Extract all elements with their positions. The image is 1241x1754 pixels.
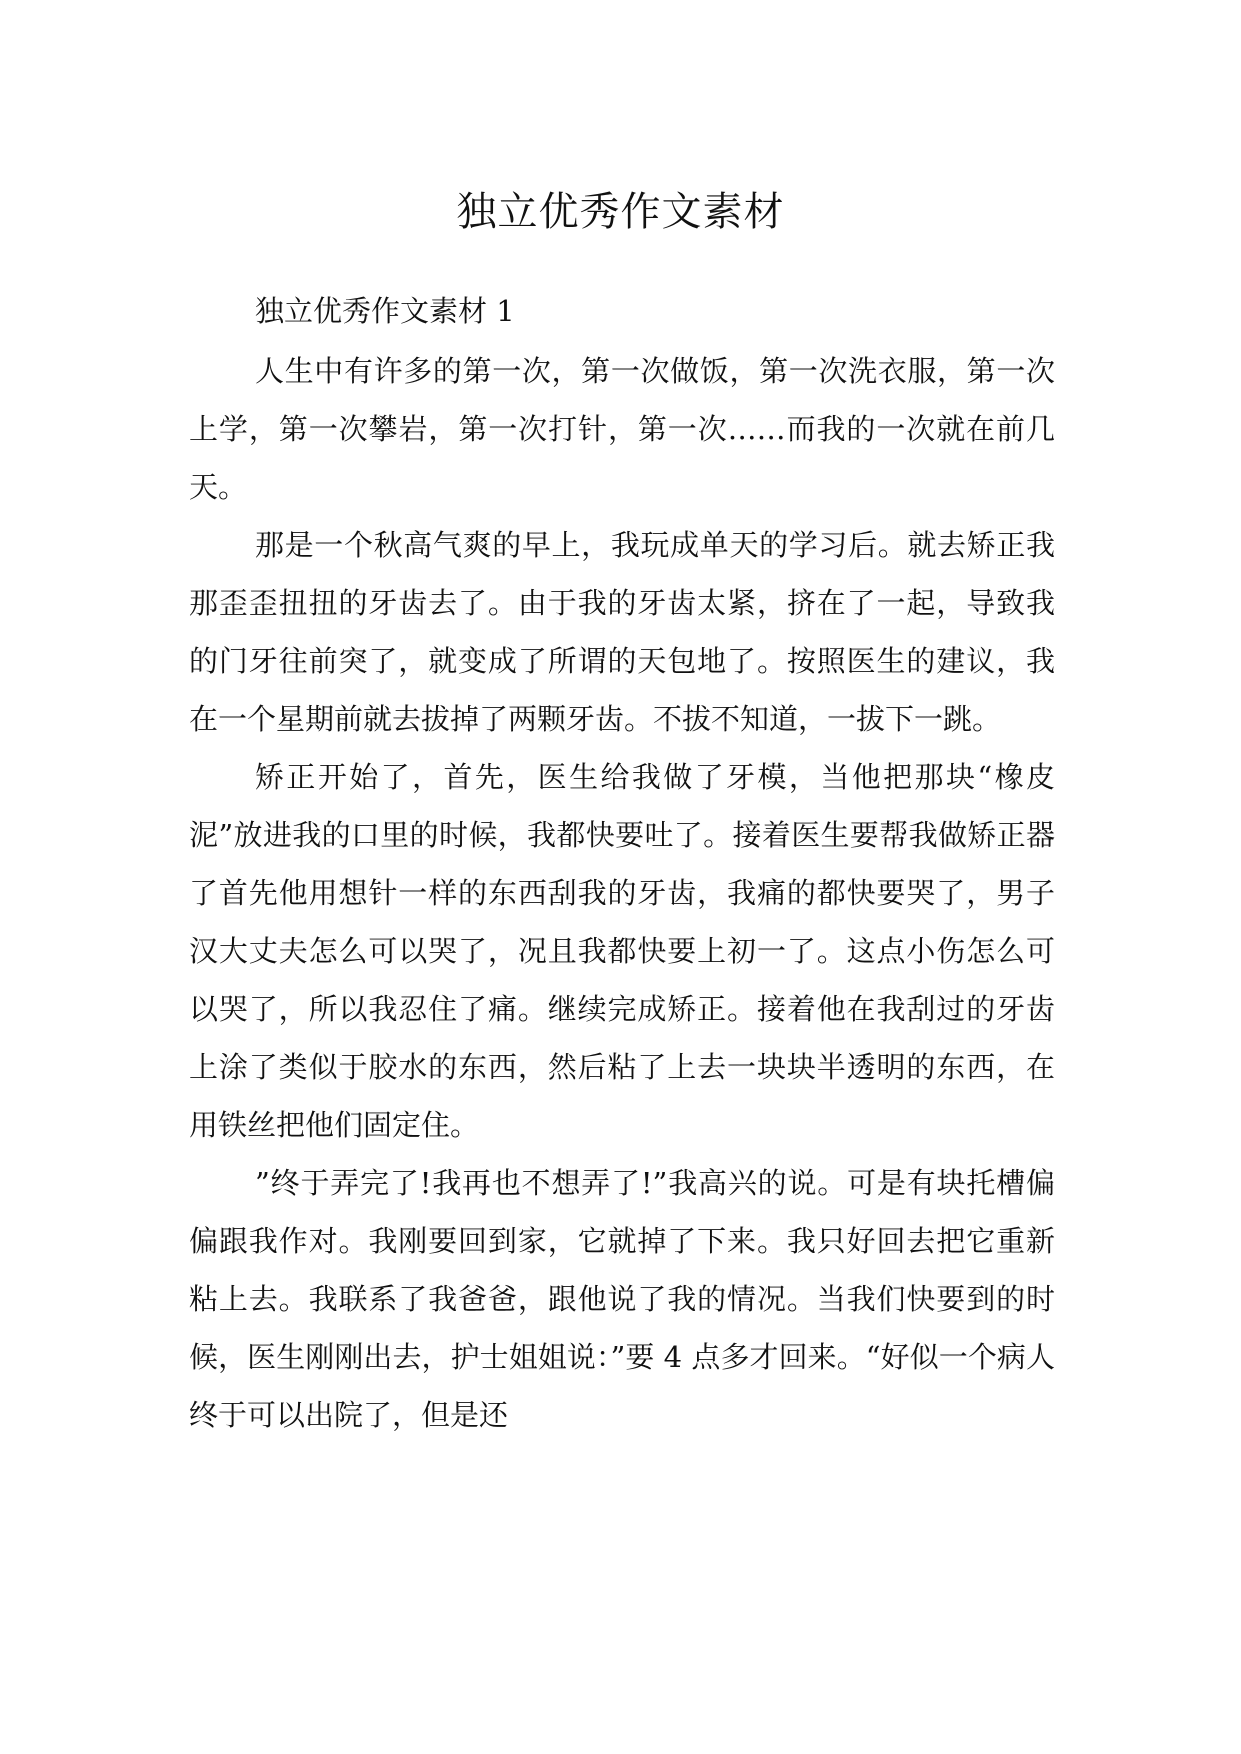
document-title: 独立优秀作文素材 [456, 188, 785, 235]
section-heading: 独立优秀作文素材 1 [255, 294, 515, 328]
paragraph-3: 矫正开始了，首先，医生给我做了牙模，当他把那块“橡皮泥”放进我的口里的时候，我都快要吐了。接着医生要帮我做矫正器了首先他用想针一样的东西刮我的牙齿，我痛的都快要哭了，男子汉大丈夫怎么可以哭了，况且我都快要上初一了。这点小伤怎么可以哭了，所以我忍住了痛。继续完成矫正。接着他在我刮过的牙齿上涂了类似于胶水的东西，然后粘了上去一块块半透明的东西，在用铁丝把他们固定住。 [189, 760, 1055, 1142]
document-body [189, 280, 1055, 1444]
paragraph-4: ”终于弄完了!我再也不想弄了!”我高兴的说。可是有块托槽偏偏跟我作对。我刚要回到家，它就掉了下来。我只好回去把它重新粘上去。我联系了我爸爸，跟他说了我的情况。当我们快要到的时候，医生刚刚出去，护士姐姐说：”要 4 点多才回来。“好似一个病人终于可以出院了，但是还 [189, 1166, 1055, 1432]
paragraph-2: 那是一个秋高气爽的早上，我玩成单天的学习后。就去矫正我那歪歪扭扭的牙齿去了。由于我的牙齿太紧，挤在了一起，导致我的门牙往前突了，就变成了所谓的天包地了。按照医生的建议，我在一个星期前就去拔掉了两颗牙齿。不拔不知道，一拔下一跳。 [189, 528, 1055, 736]
paragraph-1: 人生中有许多的第一次，第一次做饭，第一次洗衣服，第一次上学，第一次攀岩，第一次打针，第一次……而我的一次就在前几天。 [189, 354, 1055, 504]
